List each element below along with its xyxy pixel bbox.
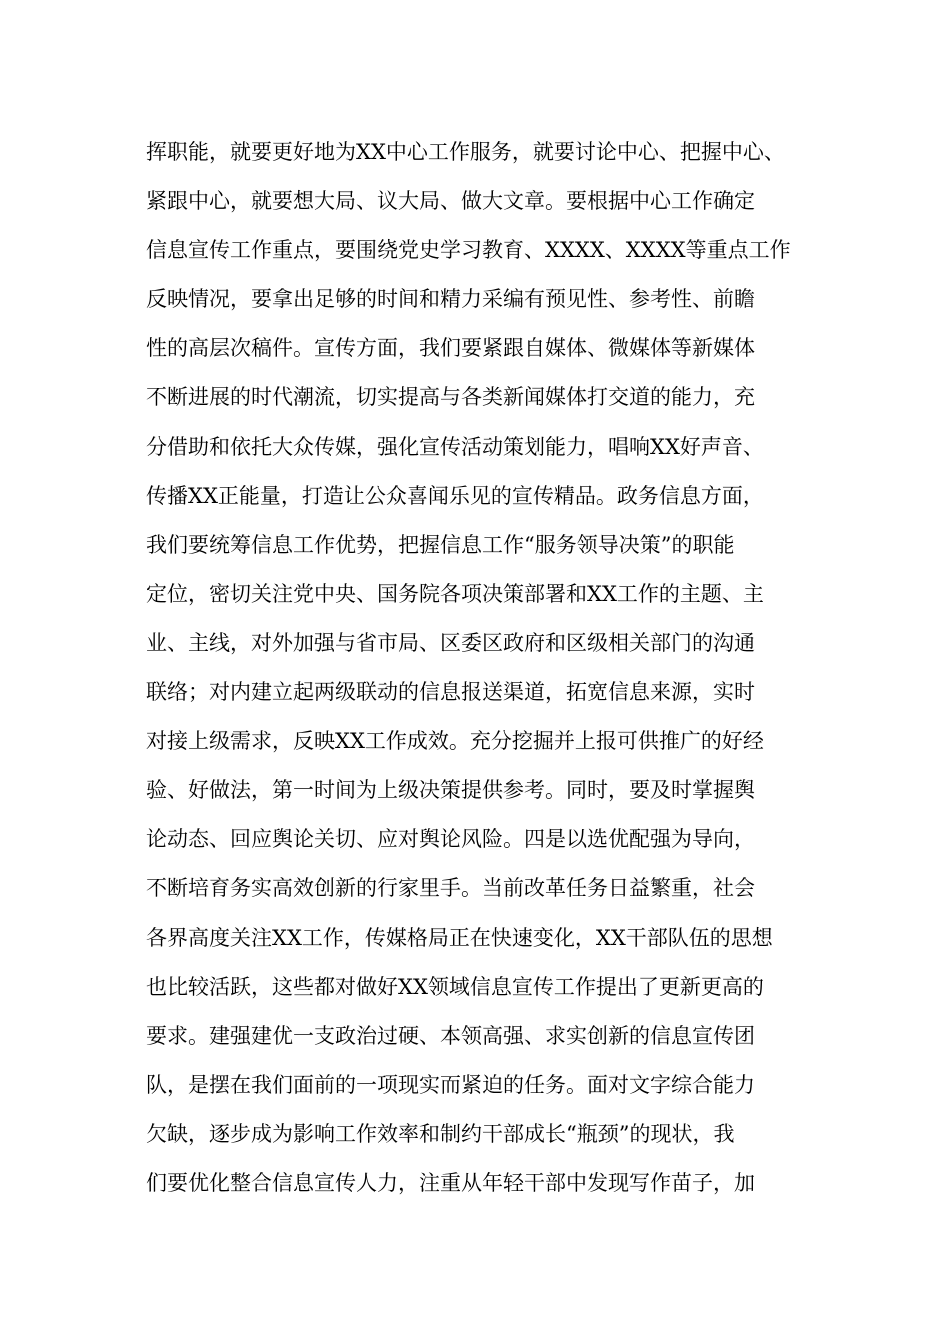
text-line: 队，是摆在我们面前的一项现实而紧迫的任务。面对文字综合能力 xyxy=(146,1072,755,1097)
text-line: 性的高层次稿件。宣传方面，我们要紧跟自媒体、微媒体等新媒体 xyxy=(146,336,755,361)
text-line: 也比较活跃，这些都对做好XX领域信息宣传工作提出了更新更高的 xyxy=(146,974,764,999)
text-line: 论动态、回应舆论关切、应对舆论风险。四是以选优配强为导向， xyxy=(146,827,755,852)
text-line: 验、好做法，第一时间为上级决策提供参考。同时，要及时掌握舆 xyxy=(146,778,755,803)
text-line: 不断进展的时代潮流，切实提高与各类新闻媒体打交道的能力，充 xyxy=(146,385,755,410)
text-line: 们要优化整合信息宣传人力，注重从年轻干部中发现写作苗子，加 xyxy=(146,1170,755,1195)
text-line: 要求。建强建优一支政治过硬、本领高强、求实创新的信息宣传团 xyxy=(146,1023,755,1048)
text-line: 业、主线，对外加强与省市局、区委区政府和区级相关部门的沟通 xyxy=(146,630,755,655)
text-line: 信息宣传工作重点，要围绕党史学习教育、XXXX、XXXX等重点工作 xyxy=(146,238,791,263)
text-line: 联络；对内建立起两级联动的信息报送渠道，拓宽信息来源，实时 xyxy=(146,680,755,705)
text-line: 定位，密切关注党中央、国务院各项决策部署和XX工作的主题、主 xyxy=(146,581,764,606)
text-line: 挥职能，就要更好地为XX中心工作服务，就要讨论中心、把握中心、 xyxy=(146,140,785,164)
text-line: 紧跟中心，就要想大局、议大局、做大文章。要根据中心工作确定 xyxy=(146,189,755,214)
text-line: 反映情况，要拿出足够的时间和精力采编有预见性、参考性、前瞻 xyxy=(146,287,755,312)
body-text xyxy=(146,128,818,1208)
text-line: 分借助和依托大众传媒，强化宣传活动策划能力，唱响XX好声音、 xyxy=(146,434,764,459)
text-line: 不断培育务实高效创新的行家里手。当前改革任务日益繁重，社会 xyxy=(146,876,755,901)
text-line: 欠缺，逐步成为影响工作效率和制约干部成长“瓶颈”的现状，我 xyxy=(146,1121,735,1146)
text-line: 各界高度关注XX工作，传媒格局正在快速变化，XX干部队伍的思想 xyxy=(146,925,773,950)
text-line: 我们要统筹信息工作优势，把握信息工作“服务领导决策”的职能 xyxy=(146,532,735,557)
text-line: 对接上级需求，反映XX工作成效。充分挖掘并上报可供推广的好经 xyxy=(146,729,764,754)
text-line: 传播XX正能量，打造让公众喜闻乐见的宣传精品。政务信息方面， xyxy=(146,483,764,508)
